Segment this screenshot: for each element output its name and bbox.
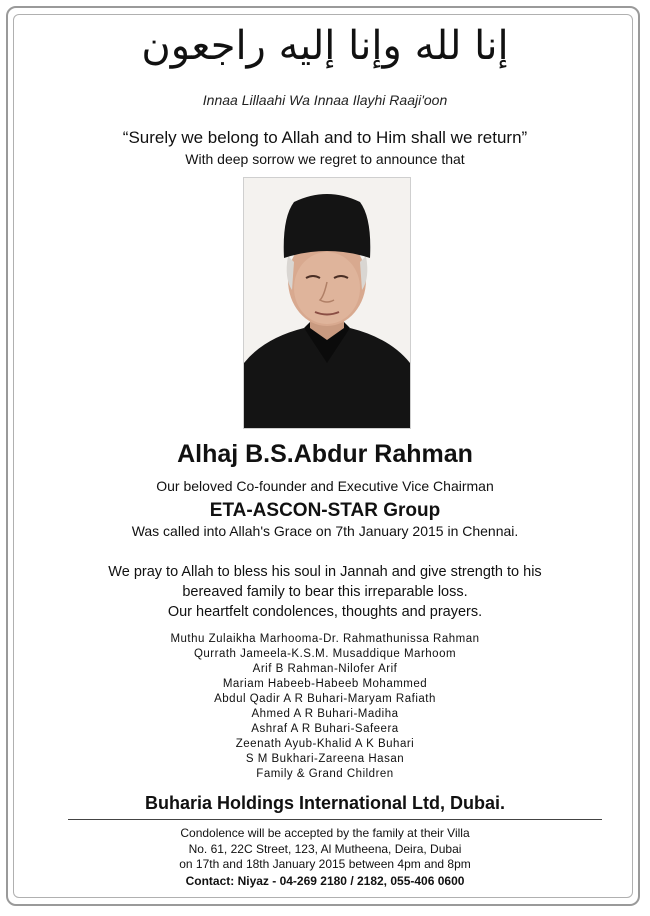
prayer-text (0, 562, 650, 622)
divider (68, 819, 602, 820)
family-member: Ashraf A R Buhari-Safeera (251, 723, 399, 735)
family-member: Muthu Zulaikha Marhooma-Dr. Rahmathunissa Rahman (170, 633, 480, 645)
family-member: Ahmed A R Buhari-Madiha (251, 708, 399, 720)
condolence-line: Condolence will be accepted by the family at their Villa (180, 826, 470, 840)
quote: “Surely we belong to Allah and to Him shall we return” (122, 128, 528, 147)
deceased-name: Alhaj B.S.Abdur Rahman (177, 440, 473, 468)
family-list (0, 632, 650, 782)
family-member: Family & Grand Children (256, 768, 394, 780)
family-member: Qurrath Jameela-K.S.M. Musaddique Marhoom (193, 648, 457, 660)
group-name: ETA-ASCON-STAR Group (209, 500, 441, 521)
family-member: Abdul Qadir A R Buhari-Maryam Rafiath (214, 693, 436, 705)
condolence-details (0, 826, 650, 873)
family-member: S M Bukhari-Zareena Hasan (245, 753, 405, 765)
prayer-line: bereaved family to bear this irreparable loss. (182, 584, 468, 600)
contact-info: Contact: Niyaz - 04-269 2180 / 2182, 055-406 0600 (185, 874, 465, 888)
family-member: Zeenath Ayub-Khalid A K Buhari (235, 738, 415, 750)
prayer-line: Our heartfelt condolences, thoughts and prayers. (167, 604, 483, 620)
role-text: Our beloved Co-founder and Executive Vice Chairman (156, 478, 494, 494)
family-member: Mariam Habeeb-Habeeb Mohammed (222, 678, 428, 690)
arabic-calligraphy: إنا لله وإنا إليه راجعون (141, 23, 509, 69)
transliteration: Innaa Lillaahi Wa Innaa Ilayhi Raaji'oon (202, 92, 448, 108)
prayer-line: We pray to Allah to bless his soul in Jannah and give strength to his (108, 564, 542, 580)
intro-text: With deep sorrow we regret to announce that (185, 151, 465, 167)
condolence-line: No. 61, 22C Street, 123, Al Mutheena, Deira, Dubai (188, 841, 462, 856)
passing-notice: Was called into Allah's Grace on 7th January 2015 in Chennai. (131, 523, 519, 539)
condolence-line: on 17th and 18th January 2015 between 4pm and 8pm (179, 857, 471, 871)
family-member: Arif B Rahman-Nilofer Arif (252, 663, 398, 675)
portrait-photo (243, 177, 411, 429)
company-name: Buharia Holdings International Ltd, Dubai. (144, 793, 505, 813)
